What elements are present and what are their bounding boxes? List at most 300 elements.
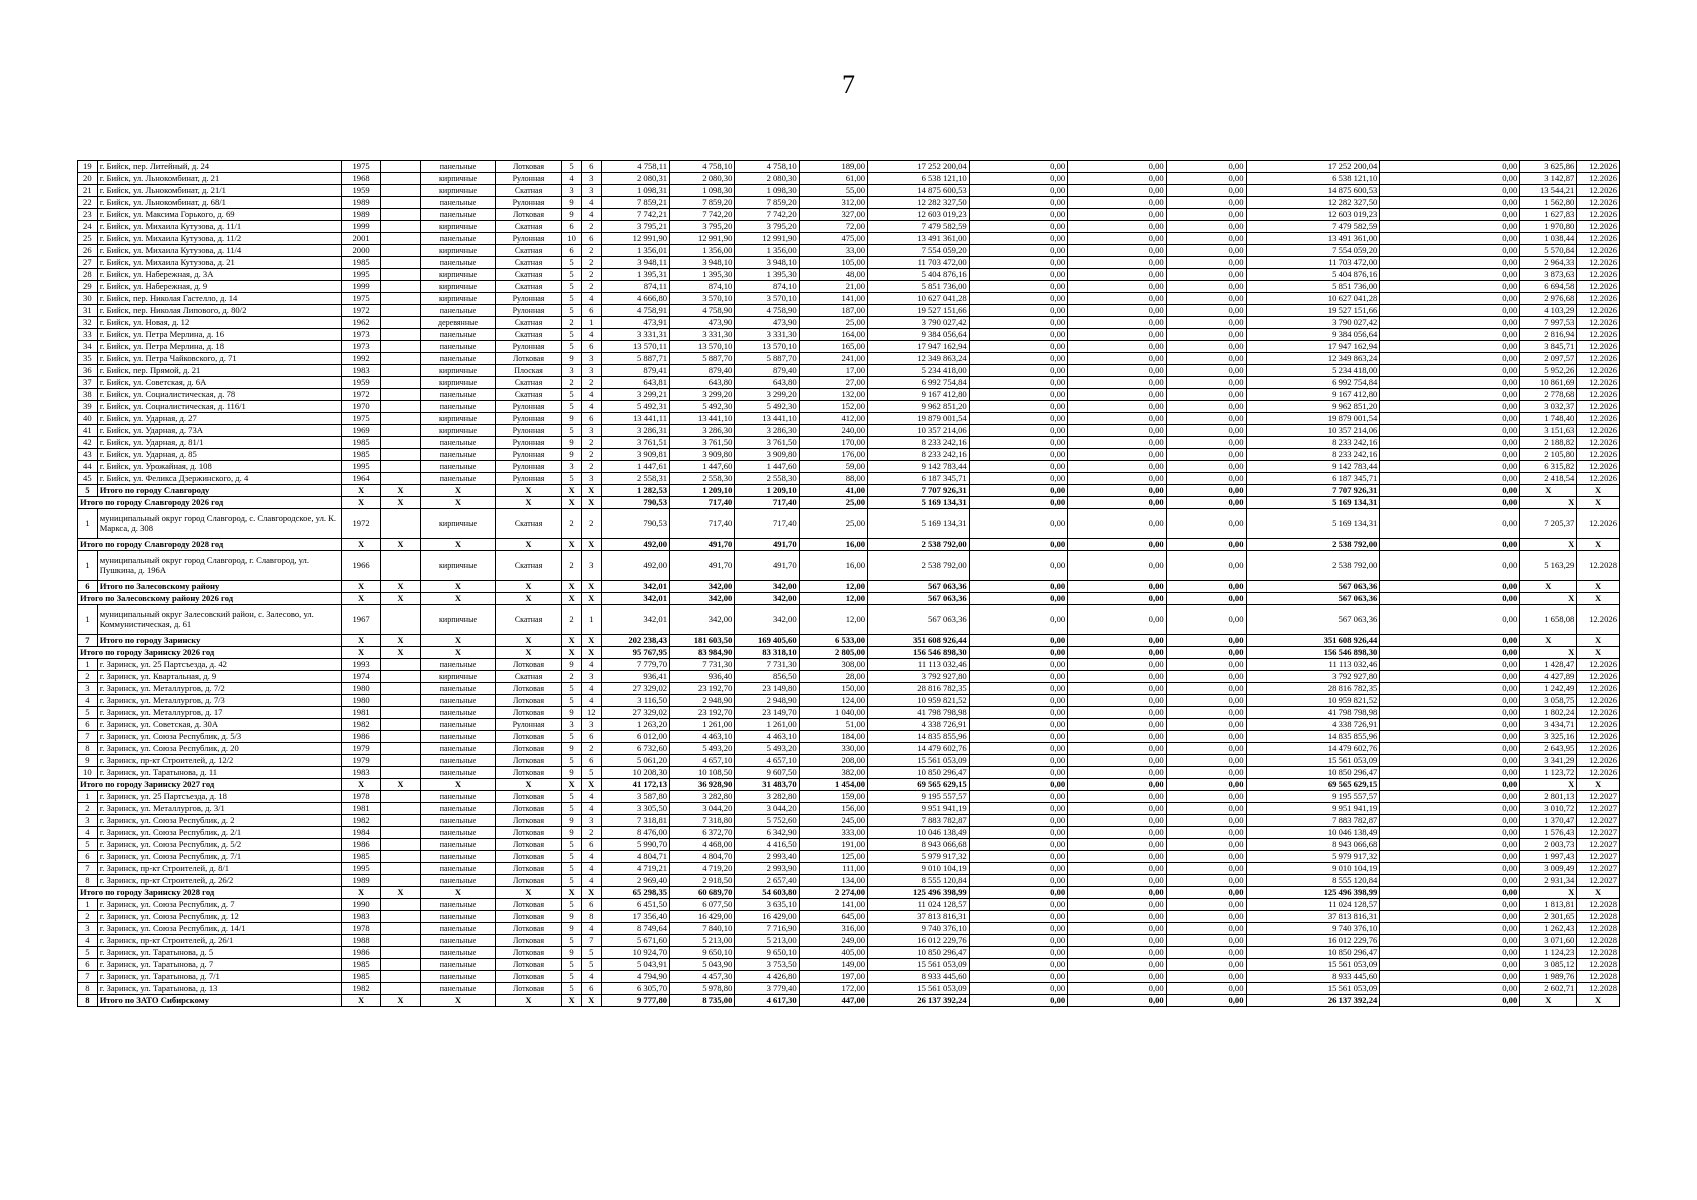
table-cell: 0,00	[1068, 899, 1167, 911]
table-cell: панельные	[421, 827, 496, 839]
table-cell: 0,00	[1380, 389, 1520, 401]
table-cell: 9	[562, 767, 582, 779]
table-cell: X	[495, 497, 561, 509]
table-cell: 164,00	[799, 329, 867, 341]
table-cell: X	[1520, 887, 1577, 899]
table-cell: X	[495, 635, 561, 647]
table-cell: Итого по городу Заринску 2028 год	[78, 887, 342, 899]
table-cell: 191,00	[799, 839, 867, 851]
table-cell: 12.2028	[1577, 983, 1620, 995]
table-cell: 1 576,43	[1520, 827, 1577, 839]
table-cell: 12.2027	[1577, 863, 1620, 875]
table-cell: 0,00	[1166, 815, 1246, 827]
table-cell: 1982	[342, 983, 380, 995]
table-cell: X	[1520, 581, 1577, 593]
table-cell: 6	[581, 233, 601, 245]
table-cell: 8	[581, 911, 601, 923]
table-cell	[380, 389, 420, 401]
table-cell: г. Заринск, ул. Советская, д. 30А	[97, 719, 342, 731]
table-cell: 1985	[342, 257, 380, 269]
table-cell: 3 331,30	[670, 329, 735, 341]
table-cell: 5	[562, 803, 582, 815]
table-cell	[380, 971, 420, 983]
table-cell: Лотковая	[495, 851, 561, 863]
table-row	[78, 197, 1620, 209]
table-cell: X	[342, 887, 380, 899]
table-cell: 12.2027	[1577, 803, 1620, 815]
table-cell: Лотковая	[495, 161, 561, 173]
table-cell: 0,00	[1166, 923, 1246, 935]
table-cell: 790,53	[601, 509, 669, 539]
table-cell: 3 761,50	[735, 437, 799, 449]
table-cell: панельные	[421, 863, 496, 875]
table-cell: 14 479 602,76	[868, 743, 970, 755]
table-cell: 12.2026	[1577, 269, 1620, 281]
table-cell: 60 689,70	[670, 887, 735, 899]
table-cell: 0,00	[1380, 983, 1520, 995]
table-cell: 8 233 242,16	[1246, 449, 1380, 461]
table-cell: 1979	[342, 755, 380, 767]
table-cell	[380, 983, 420, 995]
table-cell: 4	[581, 401, 601, 413]
table-cell: 2 801,13	[1520, 791, 1577, 803]
table-cell: 12.2026	[1577, 377, 1620, 389]
table-cell: 8 233 242,16	[1246, 437, 1380, 449]
table-cell: 2	[581, 743, 601, 755]
table-cell: 1 261,00	[735, 719, 799, 731]
table-cell: 2	[581, 437, 601, 449]
table-cell: 6	[581, 755, 601, 767]
table-cell: панельные	[421, 923, 496, 935]
table-cell: Скатная	[495, 605, 561, 635]
table-cell: 3	[562, 185, 582, 197]
table-cell: 187,00	[799, 305, 867, 317]
table-cell: 0,00	[969, 209, 1068, 221]
table-cell: 1 454,00	[799, 779, 867, 791]
table-cell: X	[562, 887, 582, 899]
table-cell: X	[562, 485, 582, 497]
table-cell: 2 816,94	[1520, 329, 1577, 341]
table-cell: 5	[562, 959, 582, 971]
table-cell: 2 003,73	[1520, 839, 1577, 851]
table-cell	[380, 683, 420, 695]
table-cell: 6 694,58	[1520, 281, 1577, 293]
table-cell: панельные	[421, 755, 496, 767]
table-cell: 7	[78, 971, 98, 983]
table-cell	[380, 377, 420, 389]
table-row	[78, 605, 1620, 635]
table-cell: 6	[581, 161, 601, 173]
table-cell: 0,00	[1068, 671, 1167, 683]
table-cell: 0,00	[1068, 767, 1167, 779]
table-cell: 0,00	[1166, 509, 1246, 539]
table-cell: 0,00	[1380, 539, 1520, 551]
table-cell: 7 859,20	[670, 197, 735, 209]
table-cell	[380, 209, 420, 221]
table-cell: 491,70	[670, 539, 735, 551]
table-cell: панельные	[421, 839, 496, 851]
table-cell: 0,00	[1380, 233, 1520, 245]
table-cell: 17 252 200,04	[868, 161, 970, 173]
table-cell: 1 209,10	[670, 485, 735, 497]
table-cell: 0,00	[1068, 173, 1167, 185]
table-cell: 3 299,21	[601, 389, 669, 401]
table-cell: 0,00	[969, 803, 1068, 815]
table-cell: 1973	[342, 329, 380, 341]
table-cell: 4	[581, 971, 601, 983]
table-cell: 1 447,60	[735, 461, 799, 473]
table-cell: 3 625,86	[1520, 161, 1577, 173]
table-cell: 0,00	[1166, 245, 1246, 257]
table-cell: 2 805,00	[799, 647, 867, 659]
table-cell: 12.2026	[1577, 605, 1620, 635]
table-cell: 7 742,21	[601, 209, 669, 221]
table-cell: 2	[562, 509, 582, 539]
table-cell: 12,00	[799, 605, 867, 635]
table-cell: Лотковая	[495, 743, 561, 755]
table-cell: 10 850 296,47	[1246, 767, 1380, 779]
table-cell: 12.2026	[1577, 341, 1620, 353]
table-cell: 0,00	[969, 365, 1068, 377]
table-cell: 0,00	[1380, 779, 1520, 791]
table-cell: 249,00	[799, 935, 867, 947]
table-cell: 3 753,50	[735, 959, 799, 971]
table-cell: 5 169 134,31	[868, 497, 970, 509]
table-cell: 0,00	[1380, 509, 1520, 539]
table-cell: 1 395,30	[670, 269, 735, 281]
table-cell: 0,00	[1166, 875, 1246, 887]
table-cell: 5 887,71	[601, 353, 669, 365]
subtotal-row	[78, 539, 1620, 551]
table-cell: 0,00	[1166, 257, 1246, 269]
table-row	[78, 185, 1620, 197]
table-cell: 1972	[342, 509, 380, 539]
table-cell: 5	[562, 935, 582, 947]
table-cell: 1967	[342, 605, 380, 635]
table-cell: 12 991,90	[601, 233, 669, 245]
table-cell: 12.2028	[1577, 911, 1620, 923]
table-cell: X	[421, 995, 496, 1007]
table-cell: 2 097,57	[1520, 353, 1577, 365]
table-cell: г. Бийск, ул. Советская, д. 6А	[97, 377, 342, 389]
table-cell: 0,00	[1380, 461, 1520, 473]
table-cell: 4 416,50	[735, 839, 799, 851]
table-cell: 5	[78, 839, 98, 851]
table-cell: 5 752,60	[735, 815, 799, 827]
table-cell: 4	[581, 791, 601, 803]
table-cell: 2	[581, 509, 601, 539]
table-cell: 0,00	[1068, 605, 1167, 635]
table-cell: 0,00	[1068, 245, 1167, 257]
table-cell: 5 492,31	[601, 401, 669, 413]
table-cell: 4 617,30	[735, 995, 799, 1007]
table-cell: 1995	[342, 863, 380, 875]
table-cell: 1 038,44	[1520, 233, 1577, 245]
table-cell: 1 282,53	[601, 485, 669, 497]
table-cell: 9 010 104,19	[868, 863, 970, 875]
table-cell: 23 192,70	[670, 683, 735, 695]
table-cell: 4	[581, 209, 601, 221]
table-cell: Скатная	[495, 671, 561, 683]
table-cell: 856,50	[735, 671, 799, 683]
table-cell: 4 338 726,91	[868, 719, 970, 731]
table-cell: 12.2026	[1577, 731, 1620, 743]
table-cell: 8 933 445,60	[868, 971, 970, 983]
table-cell: 0,00	[969, 635, 1068, 647]
table-cell: X	[581, 485, 601, 497]
table-cell: 2 643,95	[1520, 743, 1577, 755]
table-cell: 19 879 001,54	[1246, 413, 1380, 425]
table-cell: 6	[581, 305, 601, 317]
table-row	[78, 401, 1620, 413]
table-cell: 0,00	[1166, 209, 1246, 221]
table-cell: 0,00	[1068, 581, 1167, 593]
table-cell: Рулонная	[495, 449, 561, 461]
table-cell: 1975	[342, 413, 380, 425]
table-cell: 0,00	[969, 851, 1068, 863]
table-cell: 473,90	[735, 317, 799, 329]
table-cell: 12.2028	[1577, 899, 1620, 911]
table-cell: 0,00	[1068, 425, 1167, 437]
table-cell: 567 063,36	[1246, 581, 1380, 593]
table-cell: 1982	[342, 815, 380, 827]
table-row	[78, 257, 1620, 269]
table-cell: 0,00	[1380, 959, 1520, 971]
table-cell: 0,00	[1380, 803, 1520, 815]
table-cell	[380, 899, 420, 911]
table-cell: г. Бийск, ул. Новая, д. 12	[97, 317, 342, 329]
table-cell: 0,00	[1380, 329, 1520, 341]
table-cell: 473,91	[601, 317, 669, 329]
table-cell: 41 172,13	[601, 779, 669, 791]
table-cell: г. Заринск, ул. Металлургов, д. 7/2	[97, 683, 342, 695]
table-cell: 5 493,20	[735, 743, 799, 755]
table-cell: г. Заринск, ул. Союза Республик, д. 2	[97, 815, 342, 827]
table-cell: г. Заринск, ул. Таратынова, д. 5	[97, 947, 342, 959]
table-cell: 9 951 941,19	[868, 803, 970, 815]
table-cell: 12.2028	[1577, 959, 1620, 971]
table-cell: 1986	[342, 731, 380, 743]
table-cell: 1983	[342, 767, 380, 779]
table-cell: 12.2026	[1577, 353, 1620, 365]
table-cell: 9	[562, 743, 582, 755]
table-cell: панельные	[421, 683, 496, 695]
table-cell: 0,00	[1068, 509, 1167, 539]
table-cell: 0,00	[1380, 899, 1520, 911]
table-cell: 0,00	[969, 377, 1068, 389]
table-cell: 5 492,30	[670, 401, 735, 413]
table-cell: 9 962 851,20	[1246, 401, 1380, 413]
table-cell: 4 758,91	[601, 305, 669, 317]
table-cell: 0,00	[969, 779, 1068, 791]
table-cell: X	[562, 593, 582, 605]
table-cell: 10 208,30	[601, 767, 669, 779]
table-row	[78, 671, 1620, 683]
table-cell: 0,00	[1166, 269, 1246, 281]
table-cell: 165,00	[799, 341, 867, 353]
table-cell: панельные	[421, 899, 496, 911]
table-cell: 3 151,63	[1520, 425, 1577, 437]
table-cell: 1 124,23	[1520, 947, 1577, 959]
table-cell: 24	[78, 221, 98, 233]
table-cell: г. Бийск, ул. Михаила Кутузова, д. 21	[97, 257, 342, 269]
table-cell: 0,00	[1166, 161, 1246, 173]
table-cell: 15 561 053,09	[1246, 755, 1380, 767]
table-cell: 5 043,90	[670, 959, 735, 971]
table-cell: X	[581, 581, 601, 593]
table-cell: г. Заринск, ул. Таратынова, д. 11	[97, 767, 342, 779]
table-cell: X	[562, 581, 582, 593]
table-cell: 15 561 053,09	[868, 755, 970, 767]
table-row	[78, 767, 1620, 779]
table-cell: 1 098,30	[670, 185, 735, 197]
table-cell: 0,00	[1166, 317, 1246, 329]
table-cell: Лотковая	[495, 983, 561, 995]
table-cell: 35	[78, 353, 98, 365]
table-cell: 72,00	[799, 221, 867, 233]
table-cell: 1964	[342, 473, 380, 485]
table-cell: г. Бийск, ул. Льнокомбинат, д. 21	[97, 173, 342, 185]
table-cell: 141,00	[799, 293, 867, 305]
table-cell: 1	[581, 317, 601, 329]
table-cell: кирпичные	[421, 245, 496, 257]
table-cell: 6	[78, 719, 98, 731]
table-cell: 1 395,31	[601, 269, 669, 281]
table-cell: 83 984,90	[670, 647, 735, 659]
table-cell: 0,00	[1068, 983, 1167, 995]
table-cell: 0,00	[1380, 551, 1520, 581]
table-row	[78, 983, 1620, 995]
table-cell: 9 650,10	[670, 947, 735, 959]
table-cell: 475,00	[799, 233, 867, 245]
table-cell: 37 813 816,31	[1246, 911, 1380, 923]
table-cell: 0,00	[1380, 791, 1520, 803]
table-cell: Скатная	[495, 551, 561, 581]
table-cell: 7	[581, 935, 601, 947]
table-cell	[380, 413, 420, 425]
table-cell: 0,00	[969, 767, 1068, 779]
table-cell: кирпичные	[421, 551, 496, 581]
table-cell: 61,00	[799, 173, 867, 185]
table-cell: 0,00	[1068, 935, 1167, 947]
table-cell: 2 918,50	[670, 875, 735, 887]
table-cell: 197,00	[799, 971, 867, 983]
table-cell: 7	[78, 635, 98, 647]
table-cell: 2	[562, 605, 582, 635]
table-cell: 3 845,71	[1520, 341, 1577, 353]
table-cell: 42	[78, 437, 98, 449]
table-cell: 4 427,89	[1520, 671, 1577, 683]
table-cell: 0,00	[969, 947, 1068, 959]
table-cell: 3 032,37	[1520, 401, 1577, 413]
table-cell	[380, 329, 420, 341]
table-cell: 0,00	[1166, 995, 1246, 1007]
table-cell: 0,00	[969, 995, 1068, 1007]
table-cell: 0,00	[1166, 173, 1246, 185]
table-row	[78, 911, 1620, 923]
table-cell: г. Бийск, пер. Литейный, д. 24	[97, 161, 342, 173]
table-cell	[380, 317, 420, 329]
table-cell: 0,00	[1166, 401, 1246, 413]
table-cell: Скатная	[495, 329, 561, 341]
table-cell: 25,00	[799, 509, 867, 539]
table-cell: 12.2026	[1577, 449, 1620, 461]
table-cell: 13 570,11	[601, 341, 669, 353]
table-cell: 5	[562, 983, 582, 995]
table-cell: 3	[581, 185, 601, 197]
table-cell: 2 538 792,00	[868, 539, 970, 551]
table-cell: 5 061,20	[601, 755, 669, 767]
table-cell: 7 707 926,31	[868, 485, 970, 497]
table-cell: 8 233 242,16	[868, 437, 970, 449]
table-cell: 0,00	[969, 839, 1068, 851]
table-cell: 19 527 151,66	[868, 305, 970, 317]
table-cell	[380, 767, 420, 779]
table-cell: 5 169 134,31	[1246, 509, 1380, 539]
table-cell: X	[495, 995, 561, 1007]
table-cell: 0,00	[1068, 353, 1167, 365]
table-cell: 5	[562, 293, 582, 305]
table-cell: 0,00	[969, 437, 1068, 449]
table-cell: 5	[562, 425, 582, 437]
table-cell: 874,10	[670, 281, 735, 293]
table-cell: 0,00	[1166, 719, 1246, 731]
table-cell: 0,00	[969, 353, 1068, 365]
table-row	[78, 731, 1620, 743]
table-cell: 0,00	[1166, 887, 1246, 899]
table-cell: 4 463,10	[735, 731, 799, 743]
table-cell: 0,00	[1380, 827, 1520, 839]
table-cell	[380, 305, 420, 317]
table-cell: 0,00	[969, 683, 1068, 695]
table-cell: 111,00	[799, 863, 867, 875]
table-cell: 9 142 783,44	[1246, 461, 1380, 473]
table-cell: 1 263,20	[601, 719, 669, 731]
table-cell: 6 315,82	[1520, 461, 1577, 473]
table-cell: г. Заринск, ул. Союза Республик, д. 12	[97, 911, 342, 923]
table-cell: 51,00	[799, 719, 867, 731]
table-cell: 105,00	[799, 257, 867, 269]
table-cell: 12.2026	[1577, 659, 1620, 671]
table-cell: 9	[562, 353, 582, 365]
table-cell: 12.2026	[1577, 209, 1620, 221]
table-cell: 13 544,21	[1520, 185, 1577, 197]
table-cell: 5 213,00	[670, 935, 735, 947]
table-cell: 0,00	[969, 551, 1068, 581]
table-cell: X	[1577, 539, 1620, 551]
table-cell: 3 761,50	[670, 437, 735, 449]
table-cell: 12,00	[799, 581, 867, 593]
table-cell: 41	[78, 425, 98, 437]
table-cell: 176,00	[799, 449, 867, 461]
table-cell: 0,00	[1380, 887, 1520, 899]
table-cell: 0,00	[1068, 317, 1167, 329]
table-cell: 2 657,40	[735, 875, 799, 887]
table-cell: 1989	[342, 875, 380, 887]
table-cell: 16 429,00	[735, 911, 799, 923]
table-cell: Скатная	[495, 281, 561, 293]
table-cell: 9	[562, 197, 582, 209]
table-cell: 0,00	[1166, 683, 1246, 695]
table-cell: 125 496 398,99	[1246, 887, 1380, 899]
table-cell: 1980	[342, 695, 380, 707]
table-cell: 12.2026	[1577, 245, 1620, 257]
table-cell: 567 063,36	[868, 605, 970, 635]
table-cell: 1 658,08	[1520, 605, 1577, 635]
table-cell	[380, 551, 420, 581]
table-cell: 0,00	[1068, 875, 1167, 887]
table-cell: 0,00	[1068, 959, 1167, 971]
